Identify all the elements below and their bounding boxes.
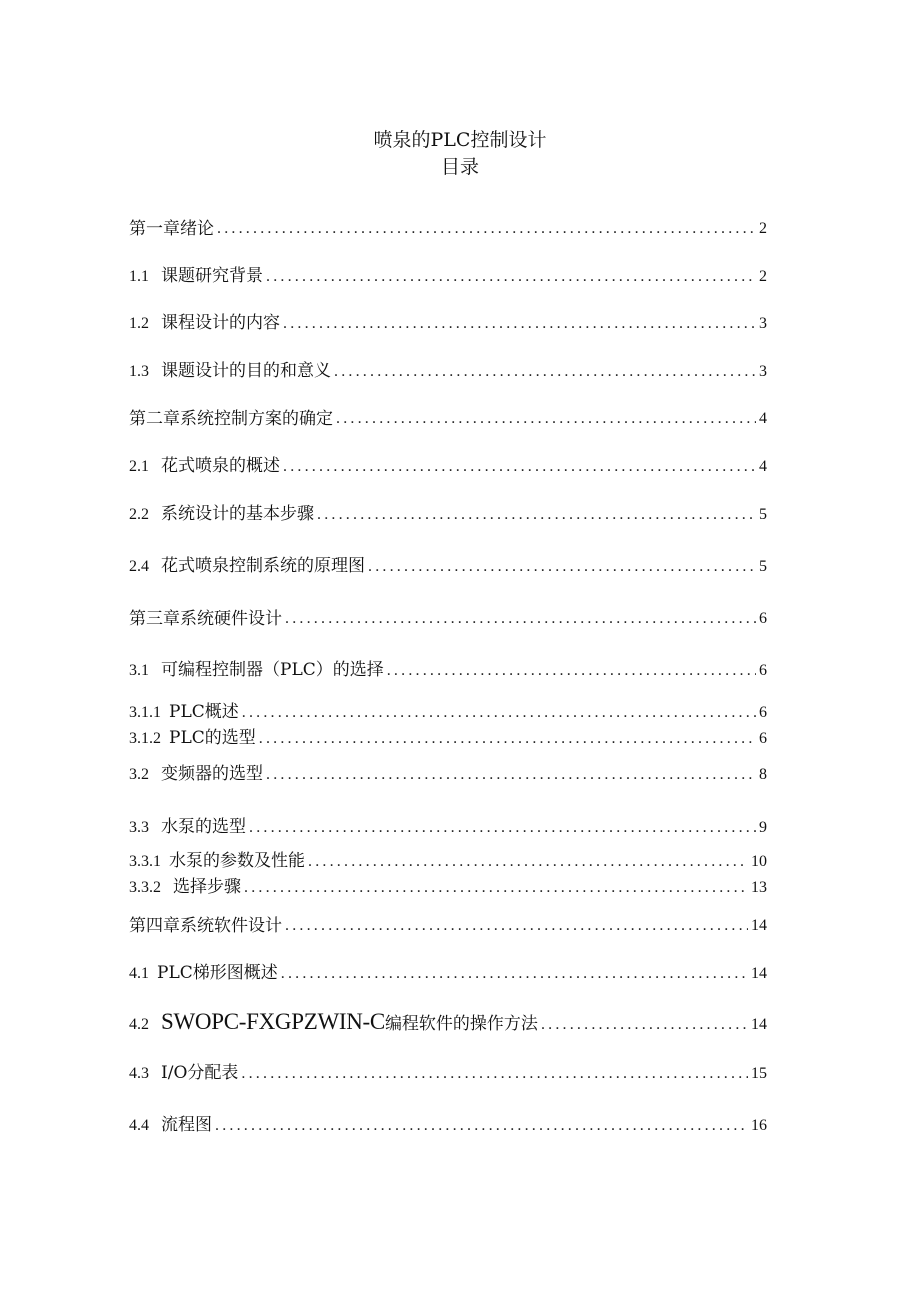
toc-entry[interactable] [129,1061,767,1085]
toc-entry-number: 2.1 [129,458,149,475]
toc-page-number: 3 [759,315,767,332]
toc-entry-number: 1.3 [129,363,149,380]
toc-entry[interactable] [129,700,767,724]
toc-entry[interactable] [129,454,767,478]
toc-dot-leader [283,313,756,335]
toc-page-number: 9 [759,819,767,836]
toc-entry[interactable] [129,849,767,873]
toc-entry-number: 3.3.2 [129,879,161,896]
toc-entry-title: 花式喷泉的概述 [161,456,280,476]
toc-page-number: 6 [759,662,767,679]
toc-entry-title: PLC的选型 [169,728,256,748]
toc-entry-title: 课程设计的内容 [161,313,280,333]
toc-dot-leader [215,1115,748,1137]
toc-entry[interactable] [129,961,767,985]
toc-entry-number: 4.3 [129,1065,149,1082]
toc-page-number: 14 [751,917,767,934]
toc-page-number: 2 [759,268,767,285]
toc-page-number: 16 [751,1117,767,1134]
toc-entry-number: 3.3.1 [129,853,161,870]
toc-dot-leader [285,915,748,937]
toc-entry-number: 3.1 [129,662,149,679]
toc-page-number: 5 [759,506,767,523]
toc-entry-number: 4.1 [129,965,149,982]
toc-entry-title: 水泵的参数及性能 [169,851,305,871]
toc-dot-leader [266,764,756,786]
toc-entry-number: 3.1.2 [129,730,161,747]
toc-entry-number: 3.3 [129,819,149,836]
toc-entry-number: 1.2 [129,315,149,332]
toc-entry-title: 水泵的选型 [161,817,246,837]
toc-dot-leader [334,361,756,383]
toc-entry-number: 1.1 [129,268,149,285]
toc-entry[interactable] [129,311,767,335]
toc-entry[interactable] [129,606,767,630]
toc-page-number: 3 [759,363,767,380]
toc-entry[interactable] [129,913,767,937]
toc-entry-number: 3.2 [129,766,149,783]
toc-entry[interactable] [129,762,767,786]
toc-page-number: 10 [751,853,767,870]
toc-dot-leader [317,504,756,526]
toc-entry[interactable] [129,359,767,383]
toc-page-number: 15 [751,1065,767,1082]
toc-page-number: 2 [759,220,767,237]
toc-entry-title: 变频器的选型 [161,764,263,784]
toc-page-number: 5 [759,558,767,575]
toc-page-number: 13 [751,879,767,896]
toc-entry[interactable] [129,726,767,750]
toc-entry-title: 编程软件的操作方法 [384,1014,538,1034]
toc-entry[interactable] [129,502,767,526]
toc-dot-leader [249,817,756,839]
toc-page-number: 8 [759,766,767,783]
toc-page-number: 4 [759,410,767,427]
toc-dot-leader [281,963,748,985]
toc-entry[interactable] [129,216,767,240]
toc-entry-title: 选择步骤 [173,877,241,897]
toc-entry-title: 系统设计的基本步骤 [161,504,314,524]
toc-entry-title: PLC概述 [169,702,239,722]
toc-page-number: 14 [751,1016,767,1033]
toc-dot-leader [368,556,756,578]
toc-entry-number: 2.2 [129,506,149,523]
toc-dot-leader [217,218,756,240]
toc-dot-leader [241,1063,748,1085]
toc-entry[interactable] [129,406,767,430]
toc-dot-leader [387,660,756,682]
toc-entry-title: 第三章系统硬件设计 [129,609,282,629]
toc-page-number: 6 [759,610,767,627]
toc-entry-title: 第四章系统软件设计 [129,916,282,936]
toc-page-number: 4 [759,458,767,475]
toc-entry[interactable] [129,815,767,839]
toc-entry-title: 流程图 [161,1115,212,1135]
toc-page-number: 14 [751,965,767,982]
toc-entry-title: PLC梯形图概述 [157,963,278,983]
toc-entry-number: 2.4 [129,558,149,575]
toc-entry-number: 3.1.1 [129,704,161,721]
toc-dot-leader [308,851,748,873]
toc-heading: 目录 [440,156,479,178]
toc-dot-leader [266,266,756,288]
toc-dot-leader [242,702,756,724]
toc-entry-title: 第二章系统控制方案的确定 [129,409,333,429]
toc-entry-number: 4.4 [129,1117,149,1134]
toc-entry[interactable] [129,875,767,899]
toc-entry-title: 可编程控制器（PLC）的选择 [161,660,384,680]
toc-entry[interactable] [129,264,767,288]
toc-dot-leader [285,608,756,630]
toc-entry-title: 花式喷泉控制系统的原理图 [161,556,365,576]
toc-page-number: 6 [759,704,767,721]
toc-entry-number: 4.2 [129,1016,149,1033]
toc-entry-title: I/O分配表 [161,1063,239,1083]
toc-entry[interactable] [129,1009,767,1036]
toc-entry[interactable] [129,658,767,682]
toc-dot-leader [259,728,756,750]
toc-entry-title: 课题研究背景 [161,266,263,286]
toc-entry-title-software: SWOPC-FXGPZWIN-C [161,1009,385,1034]
toc-dot-leader [244,877,748,899]
toc-dot-leader [336,408,756,430]
toc-entry-title: 课题设计的目的和意义 [161,361,331,381]
toc-entry[interactable] [129,554,767,578]
toc-entry[interactable] [129,1113,767,1137]
toc-dot-leader [541,1014,748,1036]
toc-entry-title: 第一章绪论 [129,219,214,239]
toc-page-number: 6 [759,730,767,747]
toc-dot-leader [283,456,756,478]
document-title: 喷泉的PLC控制设计 [373,129,547,151]
